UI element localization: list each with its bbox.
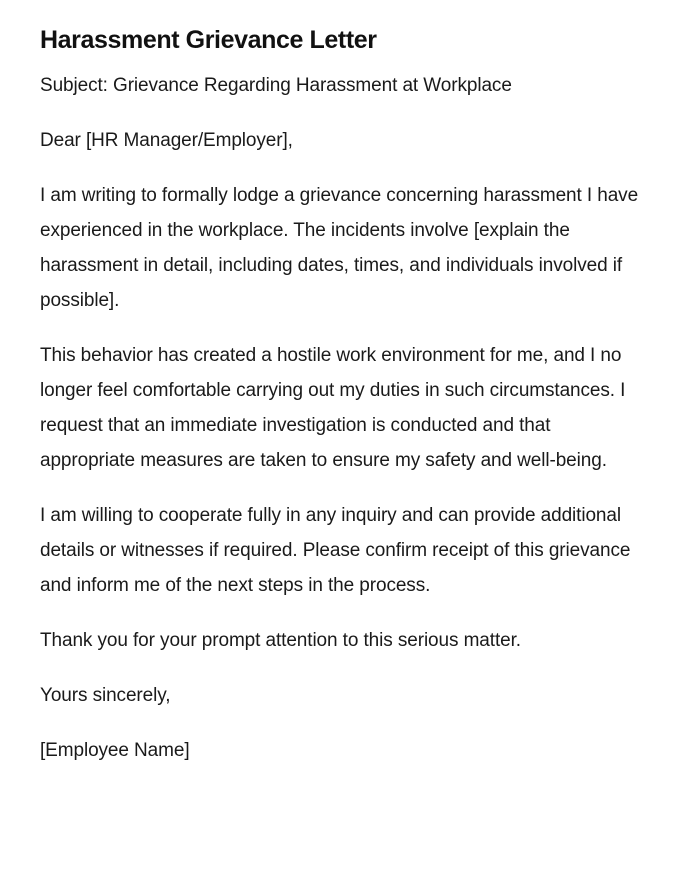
letter-document [40,22,650,788]
signature-placeholder: [Employee Name] [40,740,190,761]
salutation: Dear [HR Manager/Employer], [40,130,293,151]
body-paragraph: Thank you for your prompt attention to this serious matter. [40,630,521,651]
body-paragraph: I am willing to cooperate fully in any inquiry and can provide additional details or witnesses if required. Please confirm receipt of this grievance and inform me of the next steps in the process. [40,505,631,596]
closing-line: Yours sincerely, [40,685,171,706]
body-paragraph: I am writing to formally lodge a grievance concerning harassment I have experienced in the workplace. The incidents involve [explain the harassment in detail, including dates, times, and individuals involved if possible]. [40,185,639,311]
subject-line: Subject: Grievance Regarding Harassment at Workplace [40,75,512,96]
document-title: Harassment Grievance Letter [40,26,377,54]
body-paragraph: This behavior has created a hostile work environment for me, and I no longer feel comfortable carrying out my duties in such circumstances. I request that an immediate investigation is conducted and that appropriate measures are taken to ensure my safety and well-being. [40,345,626,471]
